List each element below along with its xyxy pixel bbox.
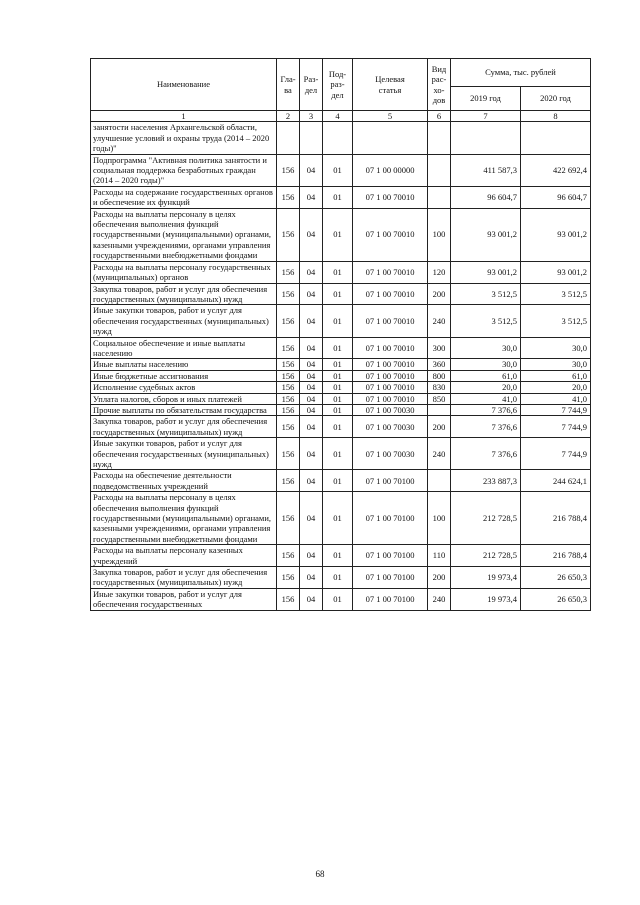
cell-razdel: 04 [300,470,323,492]
cell-razdel [300,122,323,154]
cell-podrazdel: 01 [323,370,353,381]
table-row [91,154,591,186]
cell-2019 [451,122,521,154]
cell-vid [428,122,451,154]
cell-glava: 156 [277,393,300,404]
cell-razdel: 04 [300,393,323,404]
table-row [91,416,591,438]
cell-podrazdel: 01 [323,545,353,567]
cell-podrazdel: 01 [323,438,353,470]
table-row [91,337,591,359]
cell-2019: 93 001,2 [451,261,521,283]
table-row [91,382,591,393]
cell-glava: 156 [277,470,300,492]
cell-name: Прочие выплаты по обязательствам государства [91,404,277,415]
cell-razdel: 04 [300,438,323,470]
cell-podrazdel: 01 [323,283,353,305]
cell-target [353,122,428,154]
cell-name: Иные бюджетные ассигнования [91,370,277,381]
cell-razdel: 04 [300,588,323,610]
cell-podrazdel: 01 [323,404,353,415]
cell-2020: 422 692,4 [521,154,591,186]
cell-2019: 30,0 [451,337,521,359]
cell-razdel: 04 [300,186,323,208]
cell-vid: 120 [428,261,451,283]
cell-2019: 93 001,2 [451,208,521,261]
cell-target: 07 1 00 70030 [353,404,428,415]
header-podrazdel: Под- раз- дел [323,59,353,111]
cell-2020: 3 512,5 [521,283,591,305]
cell-glava: 156 [277,370,300,381]
cell-2020: 30,0 [521,337,591,359]
header-vid: Вид рас- хо- дов [428,59,451,111]
cell-name: Закупка товаров, работ и услуг для обеспечения государственных (муниципальных) нужд [91,567,277,589]
cell-2019: 233 887,3 [451,470,521,492]
cell-glava: 156 [277,545,300,567]
table-row [91,359,591,370]
cell-vid: 240 [428,438,451,470]
cell-target: 07 1 00 70030 [353,438,428,470]
table-row [91,470,591,492]
header-year-2020: 2020 год [521,87,591,111]
table-row [91,305,591,337]
header-target: Целевая статья [353,59,428,111]
table-row [91,438,591,470]
col-number: 5 [353,111,428,122]
cell-2019: 3 512,5 [451,305,521,337]
cell-glava: 156 [277,359,300,370]
cell-vid [428,186,451,208]
table-row [91,122,591,154]
header-year-2019: 2019 год [451,87,521,111]
cell-podrazdel: 01 [323,393,353,404]
cell-podrazdel: 01 [323,470,353,492]
cell-podrazdel: 01 [323,588,353,610]
cell-2019: 41,0 [451,393,521,404]
cell-name: Иные выплаты населению [91,359,277,370]
cell-podrazdel: 01 [323,186,353,208]
cell-name: Иные закупки товаров, работ и услуг для обеспечения государственных [91,588,277,610]
cell-name: Иные закупки товаров, работ и услуг для обеспечения государственных (муниципальных) нужд [91,305,277,337]
cell-2019: 30,0 [451,359,521,370]
cell-razdel: 04 [300,154,323,186]
cell-razdel: 04 [300,416,323,438]
page-number: 68 [315,869,325,879]
cell-name: Иные закупки товаров, работ и услуг для обеспечения государственных (муниципальных) нужд [91,438,277,470]
cell-2020: 30,0 [521,359,591,370]
cell-2020: 244 624,1 [521,470,591,492]
cell-2020: 7 744,9 [521,416,591,438]
table-row [91,186,591,208]
cell-name: Подпрограмма "Активная политика занятости и социальная поддержка безработных граждан (2014 – 2020 годы)" [91,154,277,186]
col-number: 2 [277,111,300,122]
cell-2019: 7 376,6 [451,416,521,438]
table-row [91,393,591,404]
cell-vid: 110 [428,545,451,567]
cell-razdel: 04 [300,404,323,415]
cell-target: 07 1 00 70010 [353,382,428,393]
cell-2020: 93 001,2 [521,261,591,283]
cell-2020: 61,0 [521,370,591,381]
cell-name: Расходы на содержание государственных органов и обеспечение их функций [91,186,277,208]
cell-podrazdel: 01 [323,567,353,589]
cell-name: Социальное обеспечение и иные выплаты населению [91,337,277,359]
cell-glava: 156 [277,154,300,186]
cell-glava: 156 [277,208,300,261]
cell-2019: 212 728,5 [451,545,521,567]
cell-vid: 830 [428,382,451,393]
cell-razdel: 04 [300,337,323,359]
table-row [91,567,591,589]
table-row [91,208,591,261]
cell-name: Расходы на выплаты персоналу казенных учреждений [91,545,277,567]
cell-vid: 100 [428,208,451,261]
cell-podrazdel: 01 [323,154,353,186]
cell-2019: 61,0 [451,370,521,381]
cell-glava [277,122,300,154]
cell-target: 07 1 00 70010 [353,393,428,404]
cell-target: 07 1 00 70010 [353,305,428,337]
cell-target: 07 1 00 70010 [353,370,428,381]
cell-vid: 200 [428,283,451,305]
cell-vid: 240 [428,588,451,610]
cell-target: 07 1 00 70100 [353,470,428,492]
cell-2019: 19 973,4 [451,567,521,589]
cell-name: Закупка товаров, работ и услуг для обеспечения государственных (муниципальных) нужд [91,416,277,438]
cell-target: 07 1 00 70100 [353,492,428,545]
cell-vid [428,404,451,415]
cell-glava: 156 [277,305,300,337]
header-name: Наименование [91,59,277,111]
cell-razdel: 04 [300,283,323,305]
cell-razdel: 04 [300,370,323,381]
cell-glava: 156 [277,567,300,589]
cell-2020: 26 650,3 [521,588,591,610]
cell-vid: 360 [428,359,451,370]
cell-name: Закупка товаров, работ и услуг для обеспечения государственных (муниципальных) нужд [91,283,277,305]
cell-glava: 156 [277,588,300,610]
col-number: 4 [323,111,353,122]
cell-2019: 411 587,3 [451,154,521,186]
cell-name: Исполнение судебных актов [91,382,277,393]
cell-target: 07 1 00 70010 [353,186,428,208]
cell-vid: 200 [428,416,451,438]
cell-2019: 7 376,6 [451,404,521,415]
header-razdel: Раз- дел [300,59,323,111]
cell-glava: 156 [277,438,300,470]
cell-razdel: 04 [300,305,323,337]
cell-podrazdel: 01 [323,337,353,359]
cell-target: 07 1 00 00000 [353,154,428,186]
cell-podrazdel: 01 [323,208,353,261]
cell-vid: 850 [428,393,451,404]
cell-name: Расходы на выплаты персоналу в целях обеспечения выполнения функций государственными (муниципальными) органами, казенными учреждениями, органами управления государственными внебюджетными фондами [91,492,277,545]
cell-razdel: 04 [300,261,323,283]
cell-2020: 216 788,4 [521,545,591,567]
cell-vid [428,470,451,492]
cell-podrazdel: 01 [323,305,353,337]
cell-2020: 96 604,7 [521,186,591,208]
cell-name: занятости населения Архангельской области, улучшение условий и охраны труда (2014 – 2020 годы)" [91,122,277,154]
table-row [91,404,591,415]
cell-glava: 156 [277,382,300,393]
table-row [91,370,591,381]
cell-glava: 156 [277,186,300,208]
cell-target: 07 1 00 70100 [353,545,428,567]
table-row [91,545,591,567]
cell-glava: 156 [277,416,300,438]
cell-razdel: 04 [300,545,323,567]
cell-target: 07 1 00 70010 [353,337,428,359]
cell-podrazdel: 01 [323,261,353,283]
col-number: 6 [428,111,451,122]
cell-2020: 7 744,9 [521,404,591,415]
cell-glava: 156 [277,261,300,283]
cell-vid: 300 [428,337,451,359]
table-row [91,283,591,305]
col-number: 3 [300,111,323,122]
cell-podrazdel: 01 [323,382,353,393]
cell-razdel: 04 [300,492,323,545]
col-number: 8 [521,111,591,122]
cell-name: Расходы на обеспечение деятельности подведомственных учреждений [91,470,277,492]
cell-podrazdel: 01 [323,416,353,438]
header-sum-title: Сумма, тыс. рублей [451,59,591,87]
cell-podrazdel: 01 [323,359,353,370]
cell-2020: 7 744,9 [521,438,591,470]
cell-vid: 200 [428,567,451,589]
cell-2019: 19 973,4 [451,588,521,610]
cell-target: 07 1 00 70010 [353,359,428,370]
cell-2020: 20,0 [521,382,591,393]
cell-vid: 240 [428,305,451,337]
cell-target: 07 1 00 70100 [353,567,428,589]
col-number: 1 [91,111,277,122]
col-number: 7 [451,111,521,122]
cell-name: Расходы на выплаты персоналу в целях обеспечения выполнения функций государственными (муниципальными) органами, казенными учреждениями, органами управления государственными внебюджетными фондами [91,208,277,261]
cell-target: 07 1 00 70010 [353,208,428,261]
cell-vid [428,154,451,186]
cell-2019: 212 728,5 [451,492,521,545]
cell-2020: 3 512,5 [521,305,591,337]
cell-vid: 100 [428,492,451,545]
cell-2020: 93 001,2 [521,208,591,261]
header-glava: Гла- ва [277,59,300,111]
cell-name: Уплата налогов, сборов и иных платежей [91,393,277,404]
cell-razdel: 04 [300,208,323,261]
cell-2019: 7 376,6 [451,438,521,470]
cell-vid: 800 [428,370,451,381]
cell-target: 07 1 00 70010 [353,261,428,283]
cell-name: Расходы на выплаты персоналу государственных (муниципальных) органов [91,261,277,283]
cell-glava: 156 [277,404,300,415]
cell-2019: 96 604,7 [451,186,521,208]
cell-razdel: 04 [300,382,323,393]
cell-2020: 216 788,4 [521,492,591,545]
cell-glava: 156 [277,492,300,545]
cell-razdel: 04 [300,359,323,370]
cell-target: 07 1 00 70030 [353,416,428,438]
table-row [91,492,591,545]
cell-2019: 20,0 [451,382,521,393]
cell-target: 07 1 00 70100 [353,588,428,610]
cell-glava: 156 [277,283,300,305]
cell-podrazdel [323,122,353,154]
table-row [91,261,591,283]
budget-table [90,58,591,611]
cell-2020: 26 650,3 [521,567,591,589]
cell-glava: 156 [277,337,300,359]
cell-2019: 3 512,5 [451,283,521,305]
cell-target: 07 1 00 70010 [353,283,428,305]
cell-razdel: 04 [300,567,323,589]
table-row [91,588,591,610]
cell-podrazdel: 01 [323,492,353,545]
cell-2020 [521,122,591,154]
cell-2020: 41,0 [521,393,591,404]
